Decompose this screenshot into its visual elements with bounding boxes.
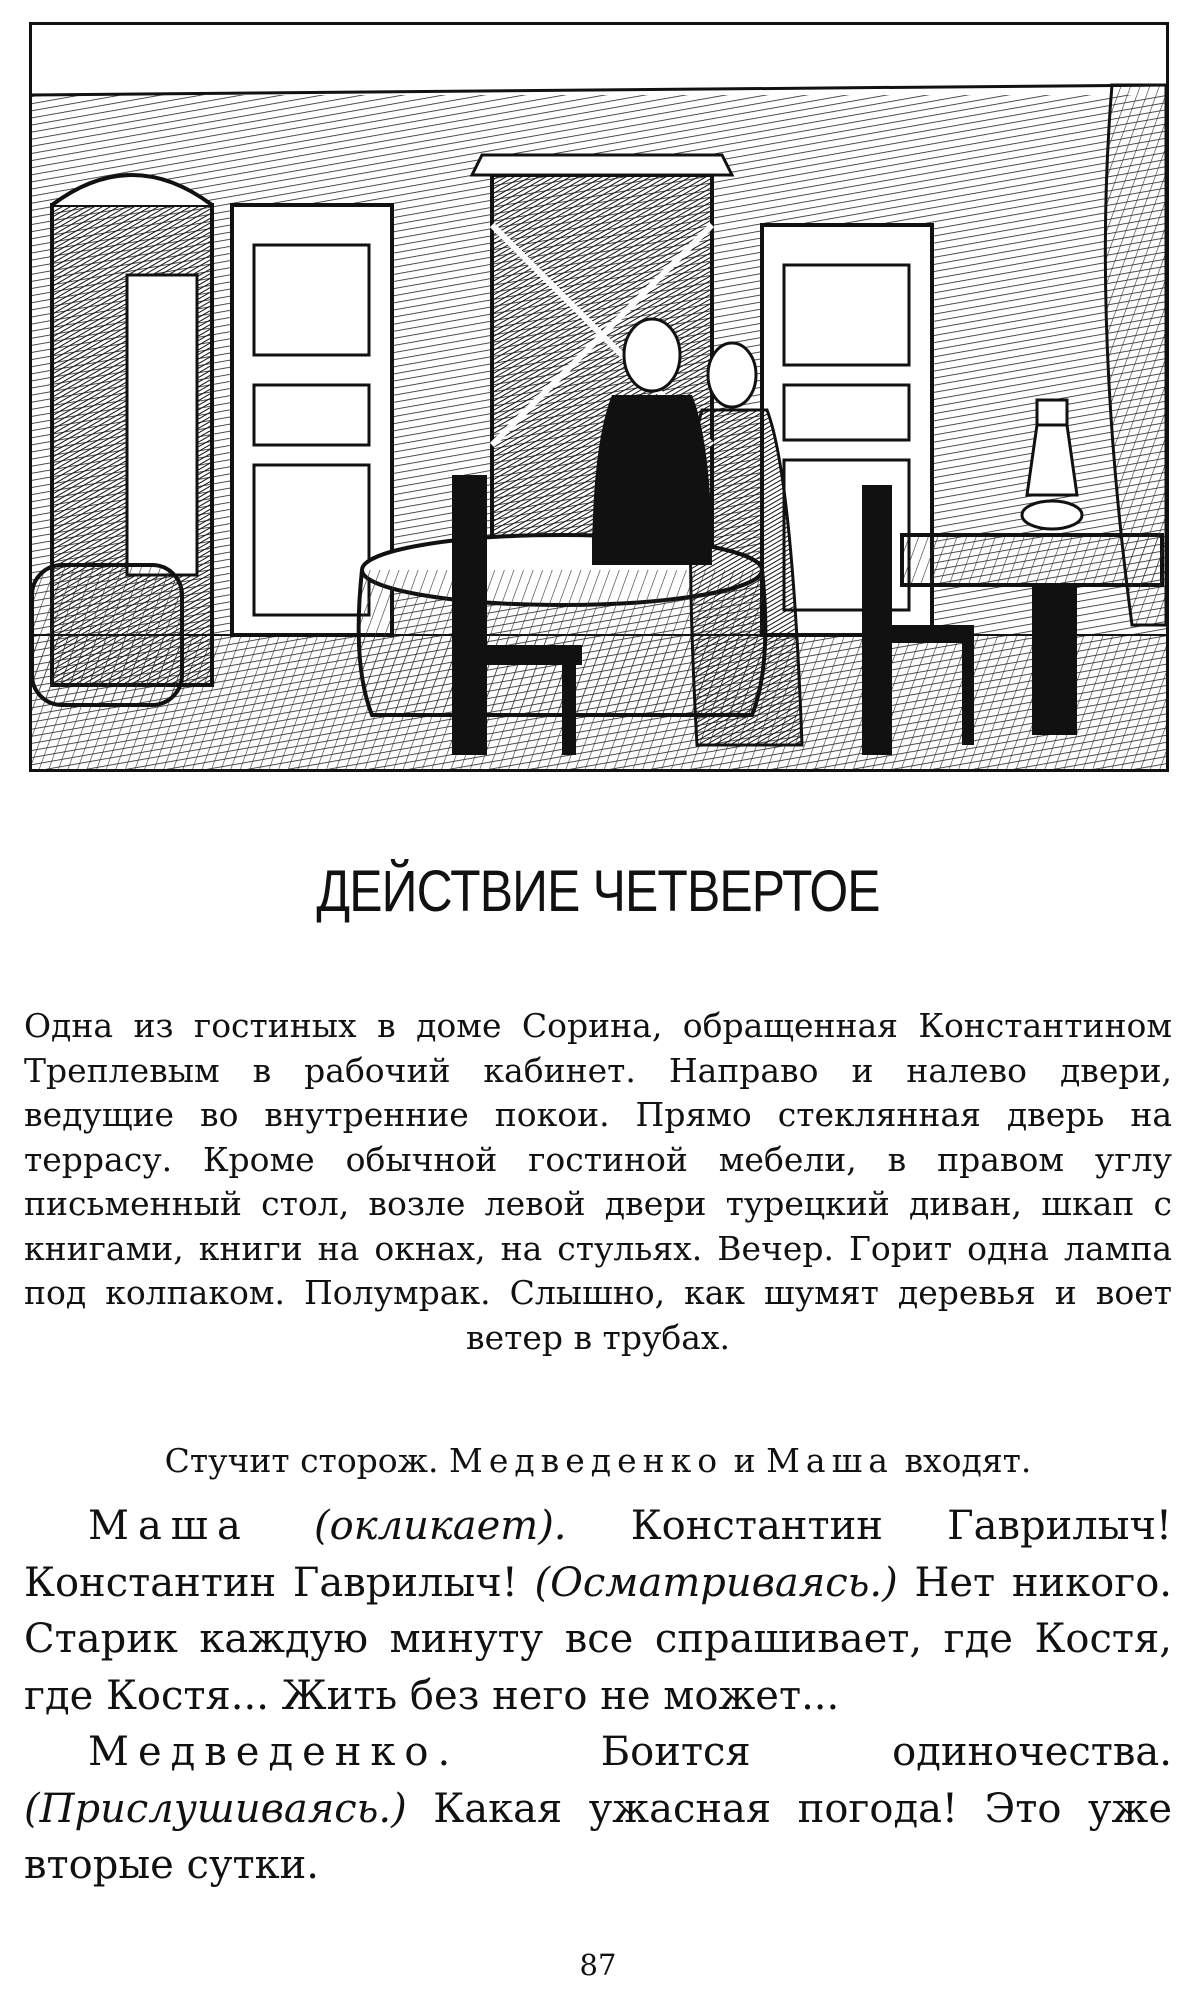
dialogue-line [24, 1724, 1172, 1894]
direction-text: входят. [904, 1441, 1032, 1480]
scene-description: Одна из гостиных в доме Сорина, обращенная Константином Треплевым в рабочий кабинет. Направо и налево двери, ведущие во внутренние покои. Прямо стеклянная дверь на террасу. Кроме обычной гостиной мебели, в правом углу письменный стол, возле левой двери турецкий диван, шкап с книгами, книги на окнах, на стульях. Вечер. Горит одна лампа под колпаком. Полумрак. Слышно, как шумят деревья и воет ветер в трубах. [24, 1006, 1172, 1357]
direction-text: Стучит сторож. [164, 1441, 439, 1480]
speaker-name: Маша [88, 1503, 250, 1549]
line-text: Какая ужасная погода! Это уже вторые сутки. [24, 1785, 1172, 1888]
act-title: ДЕЙСТВИЕ ЧЕТВЕРТОЕ [316, 859, 880, 924]
dialogue [24, 1498, 1172, 1894]
line-text: Боится одиночества. [600, 1729, 1172, 1775]
stage-remark: (окликает). [314, 1503, 567, 1549]
stage-remark: (Осматриваясь.) [534, 1559, 898, 1606]
drawing-room-illustration [32, 25, 1166, 769]
speaker-name: Медведенко. [88, 1729, 460, 1775]
line-text: Константин Гаврилыч! Константин Гаврилыч! [24, 1503, 1172, 1606]
stage-direction [0, 1441, 1196, 1480]
line-text: Нет никого. Старик каждую минуту все спрашивает, где Костя, где Костя... Жить без него не может... [24, 1559, 1172, 1719]
stage-remark: (Прислушиваясь.) [24, 1785, 407, 1832]
direction-text: и [733, 1441, 756, 1480]
character-name: Маша [766, 1441, 894, 1480]
dialogue-line [24, 1498, 1172, 1724]
illustration-frame [29, 22, 1169, 772]
character-name: Медведенко [449, 1441, 724, 1480]
page-number: 87 [579, 1948, 617, 1982]
